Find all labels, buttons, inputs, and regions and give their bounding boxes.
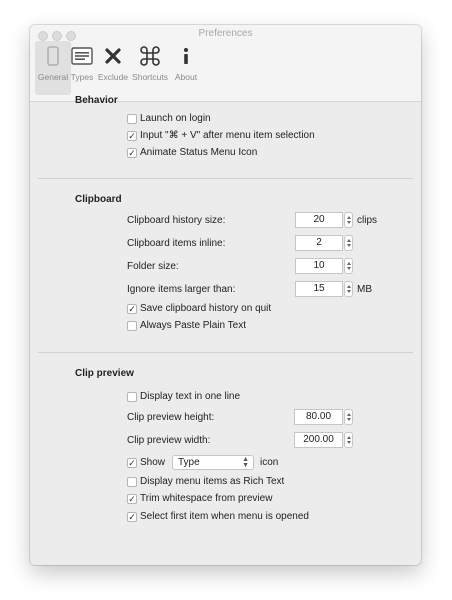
title-bar (30, 25, 421, 102)
tab-about-label: About (174, 72, 198, 82)
chevron-updown-icon: ▲ ▼ (242, 456, 249, 469)
tab-exclude[interactable] (95, 41, 131, 95)
folder-size-field[interactable]: 10 (295, 258, 343, 274)
tab-shortcuts-label: Shortcuts (132, 72, 168, 82)
tab-general-label: General (37, 72, 69, 82)
show-type-select[interactable] (172, 455, 254, 470)
items-inline-label: Clipboard items inline: (127, 238, 226, 249)
save-history-checkbox[interactable]: ✓ (128, 304, 136, 314)
history-size-unit: clips (357, 215, 378, 226)
paste-plain-label: Always Paste Plain Text (140, 320, 246, 331)
show-suffix-label: icon (260, 457, 279, 468)
items-inline-stepper[interactable] (344, 235, 353, 251)
clip-preview-section-title: Clip preview (75, 368, 134, 379)
folder-size-stepper[interactable] (344, 258, 353, 274)
tab-exclude-label: Exclude (97, 72, 129, 82)
preferences-window (30, 25, 421, 565)
preview-height-stepper[interactable] (344, 409, 353, 425)
show-type-select-value: Type (178, 457, 200, 468)
ignore-larger-label: Ignore items larger than: (127, 284, 236, 295)
tab-shortcuts[interactable] (132, 41, 168, 95)
ignore-larger-stepper[interactable] (344, 281, 353, 297)
trim-whitespace-checkbox[interactable]: ✓ (128, 494, 136, 504)
phone-icon (41, 44, 65, 68)
launch-on-login-checkbox[interactable] (127, 114, 137, 124)
folder-size-label: Folder size: (127, 261, 179, 272)
paste-plain-checkbox[interactable] (127, 321, 137, 331)
preview-width-field[interactable]: 200.00 (294, 432, 343, 448)
select-first-checkbox[interactable]: ✓ (128, 512, 136, 522)
divider (38, 352, 413, 353)
preview-width-label: Clip preview width: (127, 435, 211, 446)
preview-width-stepper[interactable] (344, 432, 353, 448)
behavior-section-title: Behavior (75, 95, 118, 106)
clipboard-section-title: Clipboard (75, 194, 122, 205)
ignore-larger-field[interactable]: 15 (295, 281, 343, 297)
input-after-selection-label: Input "⌘ + V" after menu item selection (140, 130, 315, 141)
animate-status-icon-label: Animate Status Menu Icon (140, 147, 258, 158)
launch-on-login-label: Launch on login (140, 113, 211, 124)
history-size-stepper[interactable] (344, 212, 353, 228)
animate-status-icon-checkbox[interactable]: ✓ (128, 148, 136, 158)
preview-height-label: Clip preview height: (127, 412, 215, 423)
tab-types-label: Types (70, 72, 94, 82)
info-icon (174, 44, 198, 68)
history-size-field[interactable]: 20 (295, 212, 343, 228)
list-icon (70, 44, 94, 68)
one-line-label: Display text in one line (140, 391, 241, 402)
trim-whitespace-label: Trim whitespace from preview (140, 493, 273, 504)
tab-about[interactable] (168, 41, 204, 95)
save-history-label: Save clipboard history on quit (140, 303, 272, 314)
x-icon (101, 44, 125, 68)
input-after-selection-checkbox[interactable]: ✓ (128, 131, 136, 141)
select-first-label: Select first item when menu is opened (140, 511, 309, 522)
show-icon-checkbox[interactable]: ✓ (128, 458, 136, 468)
items-inline-field[interactable]: 2 (295, 235, 343, 251)
one-line-checkbox[interactable] (127, 392, 137, 402)
window-title: Preferences (198, 28, 253, 39)
rich-text-label: Display menu items as Rich Text (140, 476, 285, 487)
rich-text-checkbox[interactable] (127, 477, 137, 487)
command-icon (138, 44, 162, 68)
history-size-label: Clipboard history size: (127, 215, 226, 226)
preview-height-field[interactable]: 80.00 (294, 409, 343, 425)
show-label: Show (140, 457, 166, 468)
divider (38, 178, 413, 179)
ignore-larger-unit: MB (357, 284, 372, 295)
